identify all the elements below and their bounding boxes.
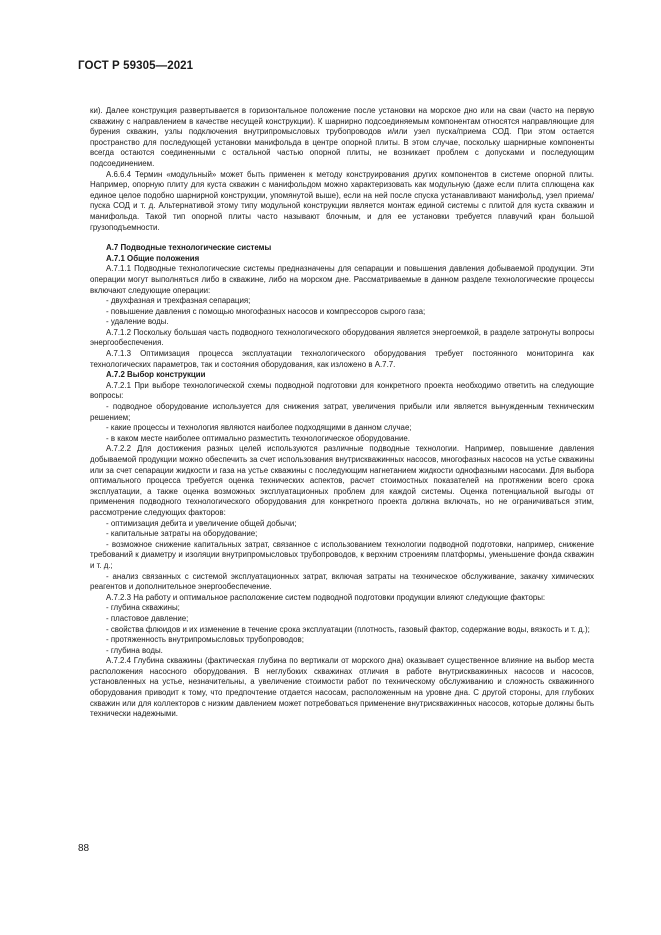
list-item: - оптимизация дебита и увеличение общей добычи; — [106, 518, 297, 528]
list-item: - повышение давления с помощью многофазных насосов и компрессоров сырого газа; — [106, 306, 426, 316]
document-body — [90, 106, 594, 720]
list-item: - возможное снижение капитальных затрат, связанное с использованием технологии подводной подготовки, например, снижение требований к диаметру и изоляции внутрипромысловых трубопроводов, к верхним строениям платформы, уменьшение фонда скважин и т. д.; — [90, 539, 594, 570]
list-item: - анализ связанных с системой эксплуатационных затрат, включая затраты на техническое обслуживание, закачку химических реагентов и дополнительное энергообеспечение. — [90, 571, 594, 592]
paragraph-a7-2-3: А.7.2.3 На работу и оптимальное расположение систем подводной подготовки продукции влияют следующие факторы: — [106, 592, 546, 602]
list-item: - двухфазная и трехфазная сепарация; — [106, 296, 251, 306]
list-item: - пластовое давление; — [106, 613, 189, 623]
subsection-heading-a7-2: А.7.2 Выбор конструкции — [106, 370, 206, 380]
paragraph-a7-2-4: А.7.2.4 Глубина скважины (фактическая глубина по вертикали от морского дна) оказывает существенное влияние на выбор места расположения насосного оборудования. В неглубоких скважинах отличия в работе внутрискважинных насосов и насосов, установленных на устье, незначительны, а увеличение стоимости работ по техническому обслуживанию и сложность скважинного оборудования приводит к тому, что предпочтение отдается насосам, расположенным на уровне дна. С другой стороны, для глубоких скважин или для коллекторов с низким давлением может потребоваться применение внутрискважинных насосов, которые должны быть технически надежными. — [90, 656, 594, 719]
list-item: - капитальные затраты на оборудование; — [106, 529, 258, 539]
list-item: - глубина скважины; — [106, 603, 180, 613]
list-item: - в каком месте наиболее оптимально разместить технологическое оборудование. — [106, 433, 410, 443]
paragraph-a7-1-1: А.7.1.1 Подводные технологические системы предназначены для сепарации и повышения давления добываемой продукции. Эти операции могут выполняться либо в скважине, либо на морском дне. Рассматриваемые в данном разделе технологические процессы включают следующие операции: — [90, 264, 594, 295]
paragraph-a7-2-1: А.7.2.1 При выборе технологической схемы подводной подготовки для конкретного проекта необходимо ответить на следующие вопросы: — [90, 380, 594, 401]
list-item: - какие процессы и технология являются наиболее подходящими в данном случае; — [106, 423, 412, 433]
list-item: - глубина воды. — [106, 645, 163, 655]
subsection-heading-a7-1: А.7.1 Общие положения — [106, 253, 200, 263]
paragraph-a6-6-4: А.6.6.4 Термин «модульный» может быть применен к методу конструирования других компонентов в системе опорной плиты. Например, опорную плиту для куста скважин с манифольдом можно характеризовать как модульную (даже если плита сплющена как единое целое подобно шарнирной конструкции, упомянутой выше), если на ней после спуска устанавливают манифольд, узел приема/пуска СОД и т. д. Альтернативой этому типу модульной конструкции является монтаж единой системы с плитой для куста скважин и манифольда. Такой тип опорной плиты часто называют блочным, и для ее установки требуется плавучий кран большой грузоподъемности. — [90, 169, 594, 232]
list-item: - удаление воды. — [106, 317, 169, 327]
paragraph-continuation: ки). Далее конструкция развертывается в горизонтальное положение после установки на морское дно или на сваи (часто на первую скважину с направлением в качестве несущей конструкции). К шарнирно подсоединяемым компонентам относятся направляющие для бурения скважин, узлы подключения внутрипромысловых трубопроводов и/или узел пуска/приема СОД. При этом остается пространство для последующей установки манифольда в центре опорной плиты. В этом случае, поскольку шарнирные компоненты всегда остаются соединенными с остальной частью опорной плиты, не возникает проблем с допусками и последующим подсоединением. — [90, 106, 594, 168]
list-item: - протяженность внутрипромысловых трубопроводов; — [106, 635, 304, 645]
document-code-header: ГОСТ Р 59305—2021 — [78, 60, 194, 72]
paragraph-a7-1-2: А.7.1.2 Поскольку большая часть подводного технологического оборудования является энергоемкой, в разделе затронуты вопросы энергообеспечения. — [90, 327, 594, 348]
paragraph-a7-1-3: А.7.1.3 Оптимизация процесса эксплуатации технологического оборудования требует постоянного мониторинга как технологических параметров, так и состояния оборудования, как изложено в А.7.7. — [90, 349, 594, 369]
page-number: 88 — [78, 843, 90, 854]
section-heading-a7: А.7 Подводные технологические системы — [106, 243, 272, 253]
paragraph-a7-2-2: А.7.2.2 Для достижения разных целей используются различные подводные технологии. Например, повышение давления добываемой продукции можно обеспечить за счет использования внутрискважинных насосов, многофазных насосов на устье скважины или за счет сепарации жидкости и газа на устье скважины с последующим нагнетанием жидкости однофазными насосами. Для выбора оптимального процесса требуется оценка технических аспектов, расчет стоимостных показателей на протяжении всего срока эксплуатации, а также оценка возможных эксплуатационных проблем для каждой системы. Оценка потенциальной выгоды от применения подводного технологического оборудования для конкретного проекта должна включать, но не ограничиваться этим, рассмотрение следующих факторов: — [90, 444, 594, 517]
list-item: - свойства флюидов и их изменение в течение срока эксплуатации (плотность, газовый фактор, содержание воды, вязкость и т. д.); — [106, 624, 590, 634]
list-item: - подводное оборудование используется для снижения затрат, увеличения прибыли или является вынужденным техническим решением; — [90, 402, 594, 422]
